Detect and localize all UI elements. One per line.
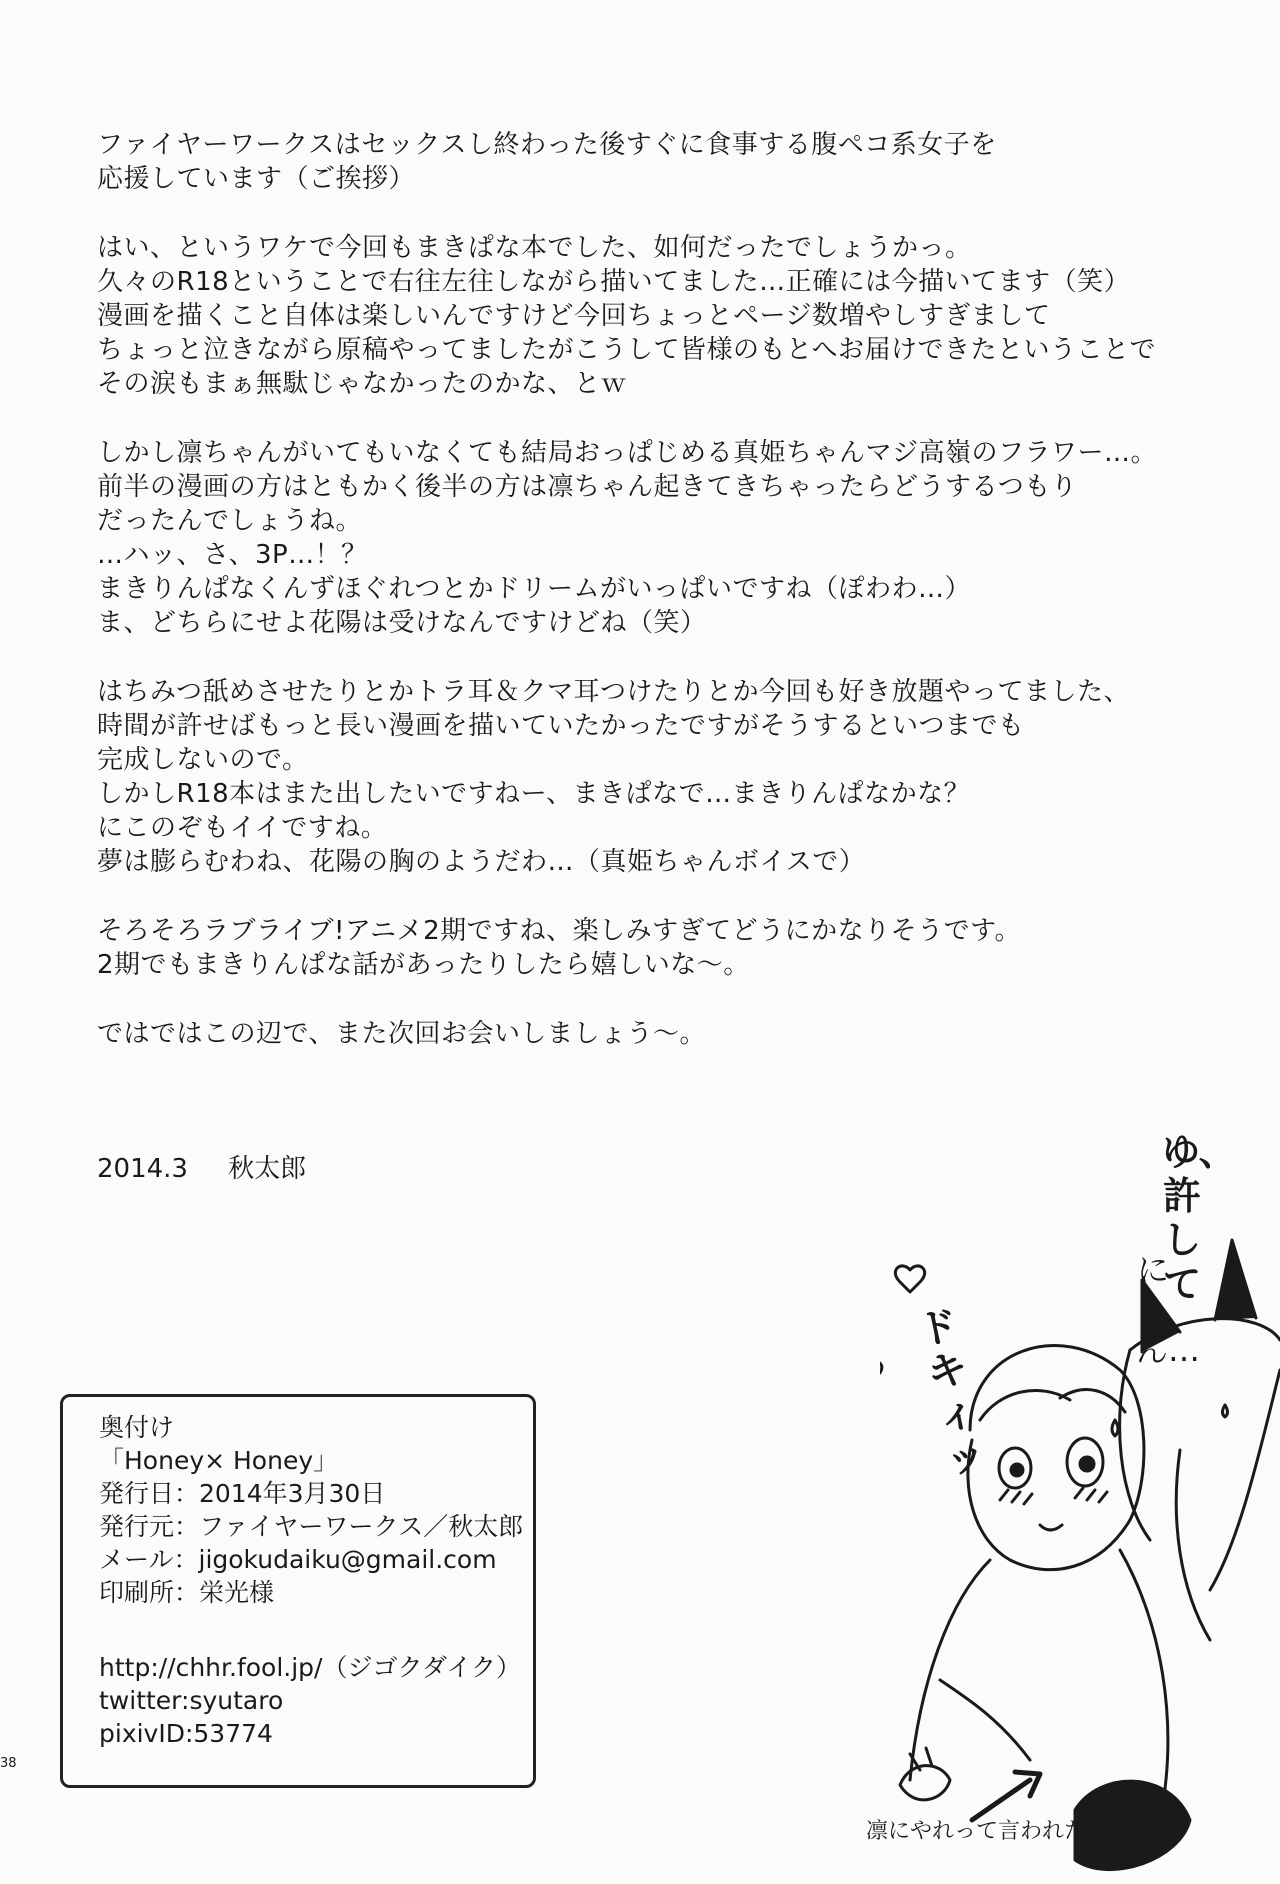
website-link[interactable]: http://chhr.fool.jp/（ジゴクダイク）: [99, 1653, 521, 1682]
colophon-box: [60, 1394, 536, 1788]
text-line: その涙もまぁ無駄じゃなかったのかな、とｗ: [97, 369, 628, 399]
issue-date: 発行日：2014年3月30日: [99, 1479, 386, 1508]
text-line: …ハッ、さ、3P…！？: [97, 540, 368, 570]
paragraph-intro: [97, 231, 1227, 401]
text-line: ファイヤーワークスはセックスし終わった後すぐに食事する腹ペコ系女子を: [97, 130, 997, 160]
text-line: ではではこの辺で、また次回お会いしましょう〜。: [97, 1019, 706, 1049]
text-line: しかし凛ちゃんがいてもいなくても結局おっぱじめる真姫ちゃんマジ高嶺のフラワー…。: [97, 438, 1158, 468]
pixiv-id: pixivID:53774: [99, 1719, 273, 1748]
publisher: 発行元：ファイヤーワークス／秋太郎: [99, 1512, 524, 1541]
text-line: 応援しています（ご挨拶）: [97, 164, 416, 194]
sfx-nyan: にゃん…: [1136, 1251, 1201, 1369]
afterword-text: [97, 128, 1227, 1086]
text-line: 漫画を描くこと自体は楽しいんですけど今回ちょっとページ数増やしすぎまして: [97, 301, 1051, 331]
page-number: 38: [0, 1756, 17, 1771]
signature-date: 2014.3: [97, 1154, 188, 1184]
text-line: 完成しないので。: [97, 745, 309, 775]
paragraph-anime: [97, 914, 1227, 982]
text-line: にこのぞもイイですね。: [97, 813, 388, 843]
text-line: はちみつ舐めさせたりとかトラ耳＆クマ耳つけたりとか今回も好き放題やってました、: [97, 677, 1130, 707]
illustration-caption: 凛にやれって言われた: [866, 1819, 1087, 1844]
text-line: 久々のR18ということで右往左往しながら描いてました…正確には今描いてます（笑）: [97, 267, 1131, 297]
paragraph-content: [97, 675, 1227, 879]
text-line: しかしR18本はまた出したいですねー、まきぱなで…まきりんぱなかな？: [97, 779, 971, 809]
text-line: 2期でもまきりんぱな話があったりしたら嬉しいな〜。: [97, 950, 750, 980]
text-line: ま、どちらにせよ花陽は受けなんですけどね（笑）: [97, 608, 707, 638]
colophon-heading: 奥付け: [99, 1413, 175, 1442]
book-title: 「Honey× Honey」: [99, 1446, 339, 1475]
signature-author: 秋太郎: [228, 1154, 307, 1184]
text-line: 前半の漫画の方はともかく後半の方は凛ちゃん起きてきちゃったらどうするつもり: [97, 472, 1078, 502]
paragraph-story: [97, 436, 1227, 640]
colophon-links: [99, 1651, 533, 1750]
text-line: だったんでしょうね。: [97, 506, 363, 536]
twitter-handle: twitter:syutaro: [99, 1686, 284, 1715]
text-line: 夢は膨らむわね、花陽の胸のようだわ…（真姫ちゃんボイスで）: [97, 847, 866, 877]
character-illustration: [880, 1120, 1280, 1884]
paragraph-greeting: [97, 128, 1227, 196]
text-line: まきりんぱなくんずほぐれつとかドリームがいっぱいですね（ぽわわ…）: [97, 574, 971, 604]
paragraph-closing: [97, 1017, 1227, 1051]
sfx-doki: ドキィッ: [913, 1301, 991, 1485]
signature: [97, 1148, 338, 1185]
text-line: はい、というワケで今回もまきぱな本でした、如何だったでしょうかっ。: [97, 233, 972, 263]
printer: 印刷所：栄光様: [99, 1578, 275, 1607]
text-line: ちょっと泣きながら原稿やってましたがこうして皆様のもとへお届けできたということで: [97, 335, 1156, 365]
text-line: そろそろラブライブ!アニメ2期ですね、楽しみすぎてどうにかなりそうです。: [97, 916, 1022, 946]
text-line: 時間が許せばもっと長い漫画を描いていたかったですがそうするといつまでも: [97, 711, 1025, 741]
sfx-forgive: ゆ、許して: [1162, 1130, 1237, 1306]
mail-address: メール：jigokudaiku@gmail.com: [99, 1545, 497, 1574]
